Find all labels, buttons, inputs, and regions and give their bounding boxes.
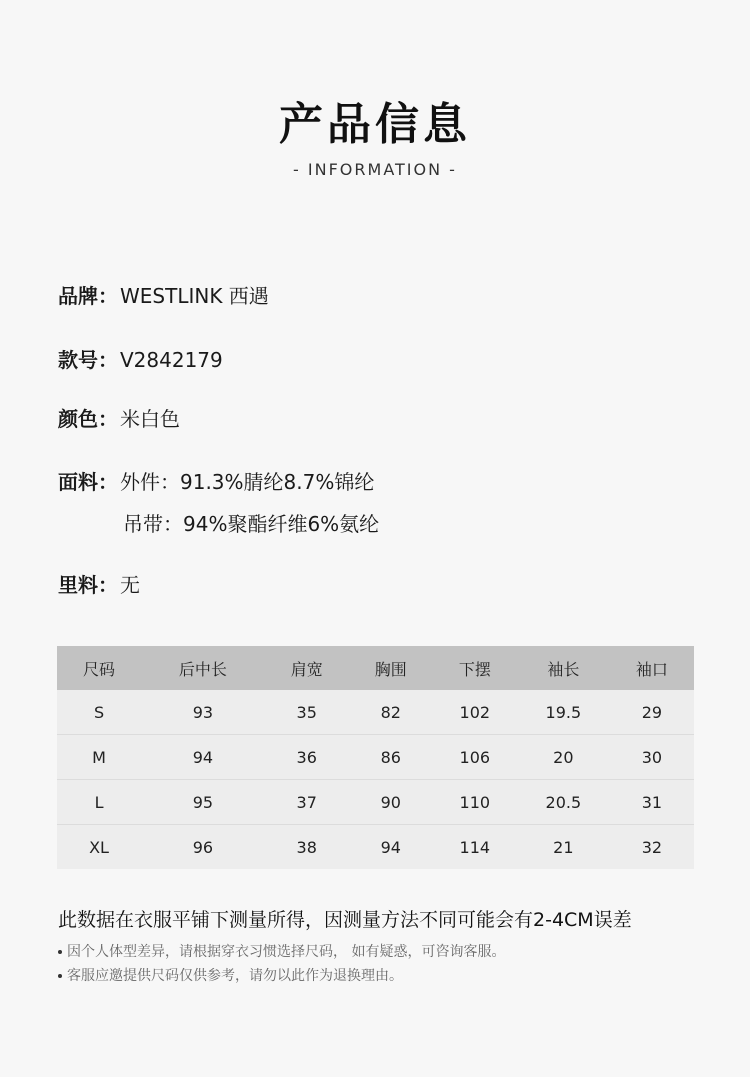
table-cell: 35 [265,690,349,735]
lining-value: 无 [120,573,140,597]
header-cell: 下摆 [433,646,517,690]
style-value: V2842179 [120,348,223,372]
table-cell: 31 [610,780,694,825]
table-row [57,780,694,825]
brand-label: 品牌： [58,284,118,308]
page-subtitle: - INFORMATION - [293,160,457,179]
header-cell: 袖长 [517,646,610,690]
table-cell: 32 [610,825,694,870]
table-cell: M [57,735,141,780]
table-cell: L [57,780,141,825]
header-cell: 肩宽 [265,646,349,690]
color-value: 米白色 [120,407,180,431]
note-item [58,965,403,985]
style-label: 款号： [58,348,118,372]
fabric-row [58,466,374,495]
table-cell: 30 [610,735,694,780]
fabric-value-outer: 外件：91.3%腈纶8.7%锦纶 [120,470,375,494]
fabric-label: 面料： [58,470,118,494]
lining-row [58,569,140,598]
header-cell: 后中长 [141,646,265,690]
note-item [58,941,505,961]
note-item-text: 客服应邀提供尺码仅供参考，请勿以此作为退换理由。 [67,968,403,984]
bullet-icon [58,950,62,954]
brand-row [58,280,269,309]
table-cell: 90 [349,780,433,825]
fabric-value-strap: 吊带：94%聚酯纤维6%氨纶 [123,512,380,536]
color-label: 颜色： [58,407,118,431]
note-item-text: 因个人体型差异，请根据穿衣习惯选择尺码， 如有疑惑，可咨询客服。 [67,944,506,960]
table-cell: 102 [433,690,517,735]
brand-value: WESTLINK 西遇 [120,284,269,308]
table-cell: 36 [265,735,349,780]
table-cell: 110 [433,780,517,825]
table-row [57,690,694,735]
table-cell: 94 [349,825,433,870]
style-row [58,344,223,373]
header-cell: 袖口 [610,646,694,690]
table-cell: 86 [349,735,433,780]
table-cell: 82 [349,690,433,735]
table-cell: 95 [141,780,265,825]
table-row [57,825,694,870]
table-cell: 93 [141,690,265,735]
table-cell: XL [57,825,141,870]
header-cell: 胸围 [349,646,433,690]
measurement-note: 此数据在衣服平铺下测量所得，因测量方法不同可能会有2-4CM误差 [58,909,632,931]
table-cell: 114 [433,825,517,870]
size-table-header [57,646,694,690]
table-row [57,735,694,780]
table-cell: 19.5 [517,690,610,735]
table-cell: 20.5 [517,780,610,825]
table-cell: 38 [265,825,349,870]
table-cell: 106 [433,735,517,780]
table-cell: 29 [610,690,694,735]
table-cell: S [57,690,141,735]
bullet-icon [58,974,62,978]
size-table [57,646,694,869]
table-cell: 96 [141,825,265,870]
table-cell: 21 [517,825,610,870]
table-cell: 37 [265,780,349,825]
page-title: 产品信息 [279,99,471,150]
header-cell: 尺码 [57,646,141,690]
color-row [58,403,180,432]
table-cell: 20 [517,735,610,780]
lining-label: 里料： [58,573,118,597]
table-cell: 94 [141,735,265,780]
